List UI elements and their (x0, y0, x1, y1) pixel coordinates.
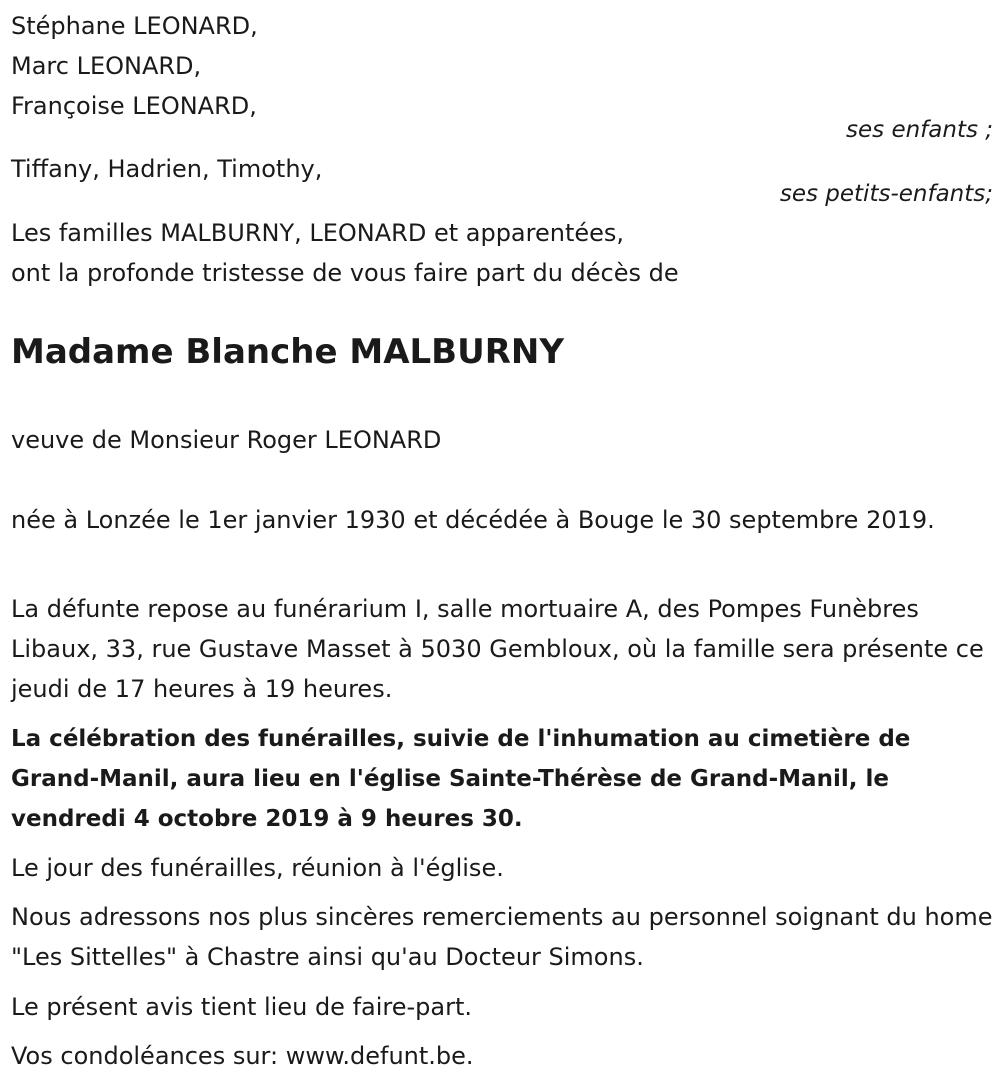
children-block (11, 6, 993, 126)
child-name: Françoise LEONARD, (11, 92, 257, 120)
ceremony-info: La célébration des funérailles, suivie de l'inhumation au cimetière de Grand-Manil, aura lieu en l'église Sainte-Thérèse de Grand-Manil, le vendredi 4 octobre 2019 à 9 heures 30. (11, 726, 911, 832)
repose-info: La défunte repose au funérarium I, salle mortuaire A, des Pompes Funèbres Libaux, 33, rue Gustave Masset à 5030 Gembloux, où la famille sera présente ce jeudi de 17 heures à 19 heures. (11, 595, 984, 703)
thanks-info: Nous adressons nos plus sincères remerciements au personnel soignant du home "Les Sittelles" à Chastre ainsi qu'au Docteur Simons. (11, 903, 993, 971)
grandchildren-label: ses petits-enfants; (779, 181, 993, 207)
grandchildren-names: Tiffany, Hadrien, Timothy, (11, 155, 323, 183)
deceased-name: Madame Blanche MALBURNY (11, 332, 564, 372)
notice-info: Le présent avis tient lieu de faire-part. (11, 993, 473, 1021)
child-name: Marc LEONARD, (11, 52, 202, 80)
families-line: Les familles MALBURNY, LEONARD et apparentées, (11, 219, 625, 247)
families-block (11, 213, 679, 293)
announcement-line: ont la profonde tristesse de vous faire part du décès de (11, 259, 679, 287)
meeting-info: Le jour des funérailles, réunion à l'église. (11, 854, 504, 882)
condolences-info: Vos condoléances sur: www.defunt.be. (11, 1042, 474, 1070)
widow-of: veuve de Monsieur Roger LEONARD (11, 426, 442, 454)
children-label: ses enfants ; (846, 117, 993, 143)
child-name: Stéphane LEONARD, (11, 12, 258, 40)
birth-death: née à Lonzée le 1er janvier 1930 et décédée à Bouge le 30 septembre 2019. (11, 506, 935, 534)
